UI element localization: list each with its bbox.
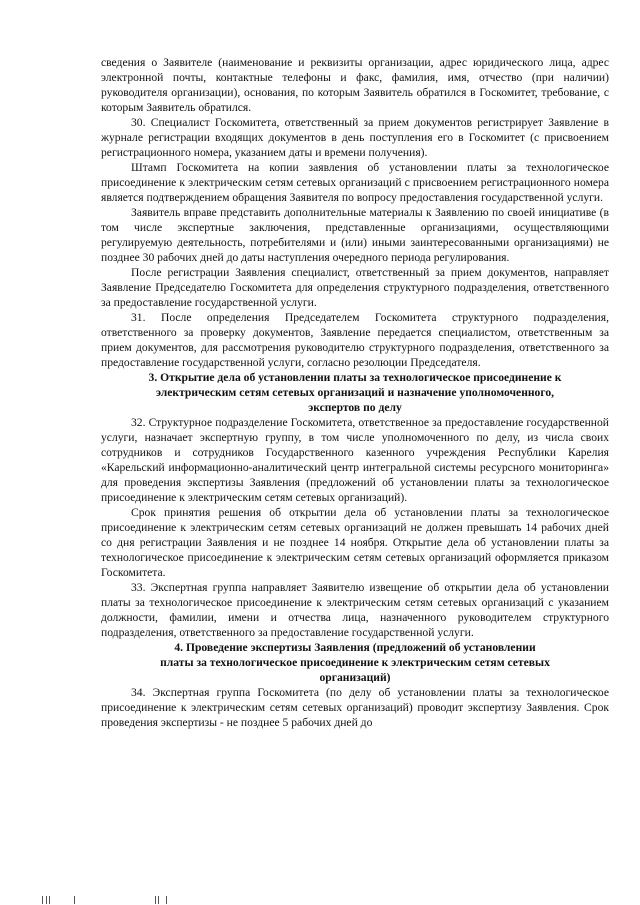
paragraph-30: 30. Специалист Госкомитета, ответственный за прием документов регистрирует Заявление в журнале регистрации входящих документов в день поступления его в Госкомитет (с присвоением регистрационного номера, указанием даты и времени получения). [101, 116, 609, 159]
paragraph-after-registration: После регистрации Заявления специалист, ответственный за прием документов, направляет Заявление Председателю Госкомитета для определения структурного подразделения, ответственного за предоставление государственной услуги. [101, 266, 609, 309]
section-4-heading-line: платы за технологическое присоединение к электрическим сетям сетевых [160, 656, 550, 669]
paragraph-33: 33. Экспертная группа направляет Заявителю извещение об открытии дела об установлении платы за технологическое присоединение к электрическим сетям сетевых организаций с указанием должности, фамилии, имени и отчества лица, назначенного руководителем структурного подразделения, ответственного за предоставление государственной услуги. [101, 581, 609, 639]
paragraph-31: 31. После определения Председателем Госкомитета структурного подразделения, ответственного за проверку документов, Заявление передается специалистом, ответственным за прием документов, для рассмотрения руководителю структурного подразделения, ответственного за предоставление государственной услуги, согласно резолюции Председателя. [101, 311, 609, 369]
paragraph-additional-materials: Заявитель вправе представить дополнительные материалы к Заявлению по своей инициативе (в том числе экспертные заключения, представленные организациями, осуществляющими регулируемую деятельность, потребителями и (или) иными заинтересованными организациями) не позднее 30 рабочих дней до даты наступления очередного периода регулирования. [101, 206, 609, 264]
paragraph-34: 34. Экспертная группа Госкомитета (по делу об установлении платы за технологическое присоединение к электрическим сетям сетевых организаций) проводит экспертизу Заявления. Срок проведения экспертизы - не позднее 5 рабочих дней до [101, 686, 609, 729]
section-3-heading-line: 3. Открытие дела об установлении платы за технологическое присоединение к [148, 371, 562, 384]
section-4-heading-line: 4. Проведение экспертизы Заявления (предложений об установлении [174, 641, 536, 654]
section-3-heading-line: электрическим сетям сетевых организаций и назначение уполномоченного, [155, 386, 555, 399]
document-page [101, 55, 609, 730]
scan-marks [40, 896, 200, 904]
section-4-heading [101, 640, 609, 685]
paragraph-decision-term: Срок принятия решения об открытии дела об установлении платы за технологическое присоединение к электрическим сетям сетевых организаций не должен превышать 14 рабочих дней со дня регистрации Заявления и не позднее 14 ноября. Открытие дела об установлении платы за технологическое присоединение к электрическим сетям сетевых организаций оформляется приказом Госкомитета. [101, 506, 609, 579]
section-4-heading-line: организаций) [319, 671, 391, 684]
paragraph-applicant-info: сведения о Заявителе (наименование и реквизиты организации, адрес юридического лица, адрес электронной почты, контактные телефоны и факс, фамилия, имя, отчество (при наличии) руководителя организации), основания, по которым Заявитель обратился в Госкомитет, требование, с которым Заявитель обратился. [101, 56, 609, 114]
paragraph-32: 32. Структурное подразделение Госкомитета, ответственное за предоставление государственной услуги, назначает экспертную группу, в том числе уполномоченного по делу, из числа своих сотрудников и сотрудников Государственного казенного учреждения Республики Карелия «Карельский информационно-аналитический центр интегральной системы ресурсного мониторинга» для проведения экспертизы Заявления (предложений об установлении платы за технологическое присоединение к электрическим сетям сетевых организаций). [101, 416, 609, 504]
section-3-heading-line: экспертов по делу [308, 401, 402, 414]
section-3-heading [101, 370, 609, 415]
paragraph-stamp: Штамп Госкомитета на копии заявления об установлении платы за технологическое присоединение к электрическим сетям сетевых организаций с присвоением регистрационного номера является подтверждением обращения Заявителя по вопросу предоставления государственной услуги. [101, 161, 609, 204]
